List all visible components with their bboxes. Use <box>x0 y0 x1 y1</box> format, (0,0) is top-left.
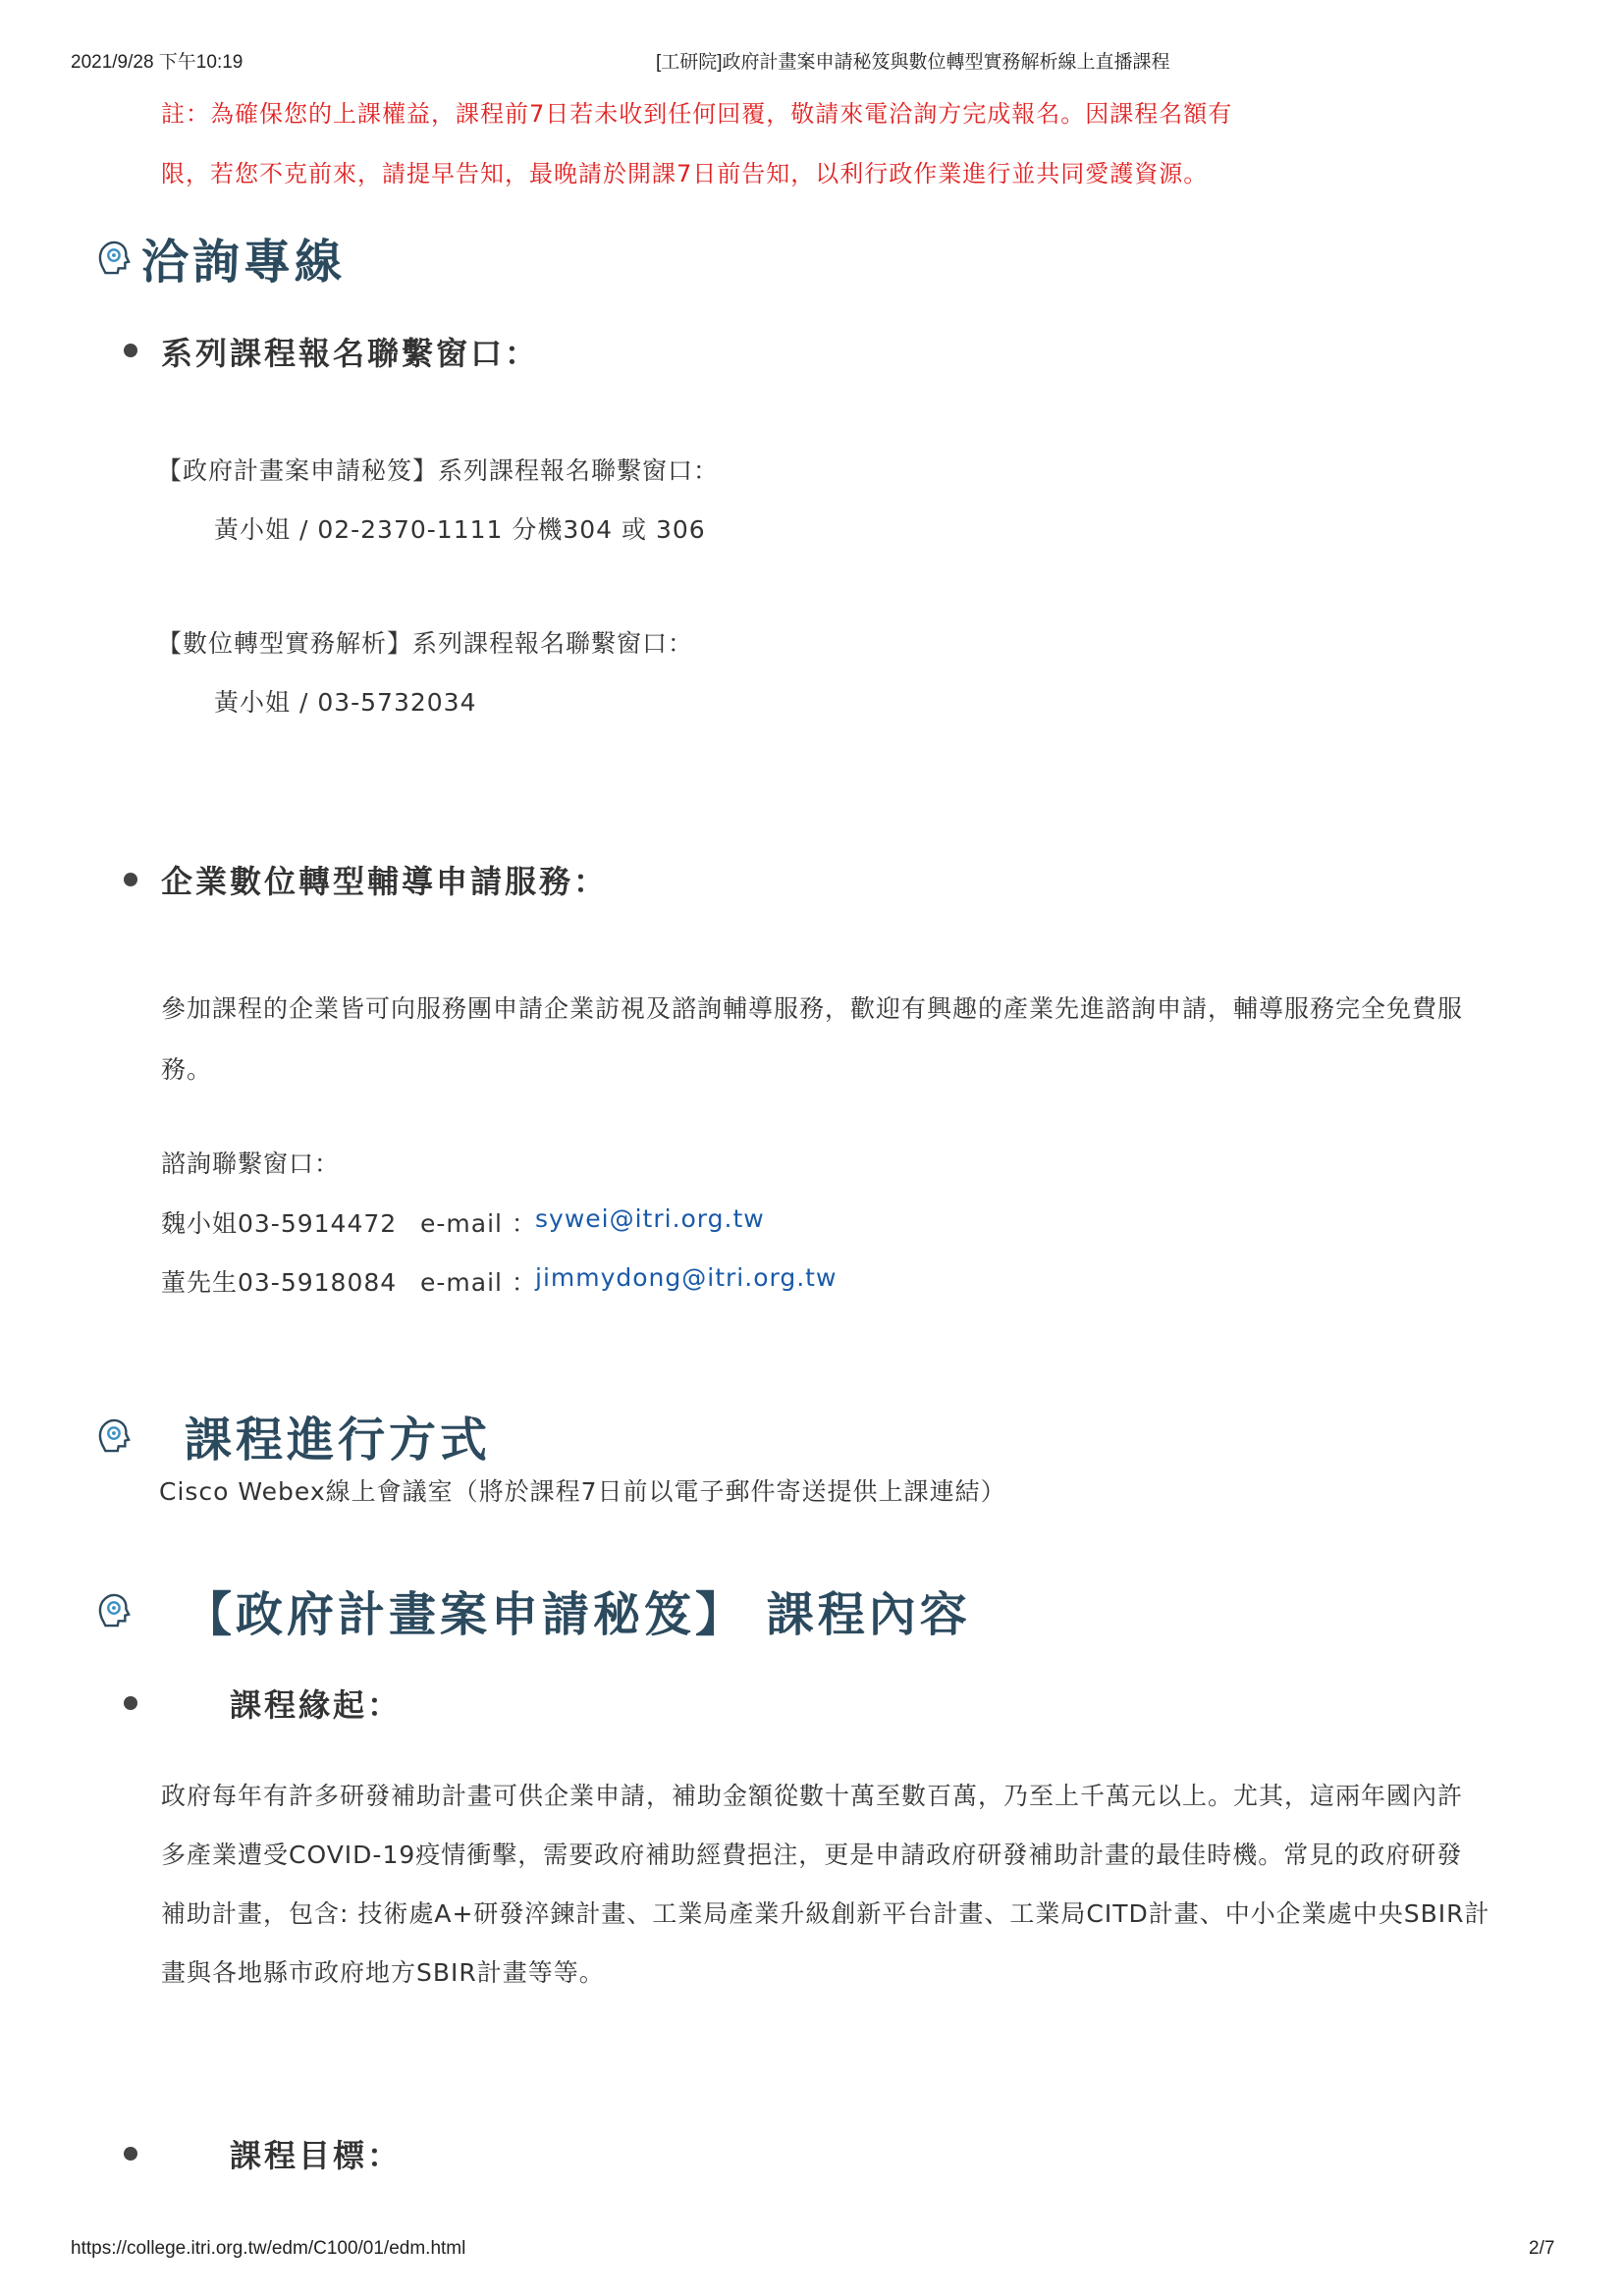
note-line-1: 註：為確保您的上課權益，課程前7日若未收到任何回覆，敬請來電洽詢方完成報名。因課程名額有 <box>161 100 1233 128</box>
consulting-window-label: 諮詢聯繫窗口： <box>161 1149 341 1178</box>
origin-line-4: 畫與各地縣市政府地方SBIR計畫等等。 <box>161 1958 605 1987</box>
contact-1-email-link[interactable]: sywei@itri.org.tw <box>535 1204 765 1233</box>
bullet <box>124 344 137 357</box>
method-desc: Cisco Webex線上會議室（將於課程7日前以電子郵件寄送提供上課連結） <box>159 1477 1006 1506</box>
goal-heading: 課程目標： <box>230 2137 403 2174</box>
consulting-desc-line-2: 務。 <box>161 1055 213 1084</box>
print-title: [工研院]政府計畫案申請秘笈與數位轉型實務解析線上直播課程 <box>656 52 1170 73</box>
section-title-contact: 洽詢專線 <box>141 235 347 290</box>
head-gear-icon <box>94 238 132 275</box>
contact-2-name: 董先生03-5918084 <box>161 1268 398 1297</box>
section-title-content: 【政府計畫案申請秘笈】 課程內容 <box>185 1587 971 1642</box>
print-url: https://college.itri.org.tw/edm/C100/01/edm.html <box>71 2238 466 2259</box>
origin-heading: 課程緣起： <box>230 1686 403 1724</box>
origin-line-3: 補助計畫，包含: 技術處A+研發淬鍊計畫、工業局產業升級創新平台計畫、工業局CITD計畫、中小企業處中央SBIR計 <box>161 1899 1490 1928</box>
section-title-method: 課程進行方式 <box>185 1413 492 1468</box>
contact-2-email-label: e-mail ： <box>420 1268 537 1297</box>
bullet <box>124 1696 137 1710</box>
gov-contact-label: 【政府計畫案申請秘笈】系列課程報名聯繫窗口： <box>157 456 720 485</box>
registration-heading: 系列課程報名聯繫窗口： <box>161 335 540 372</box>
print-page-number: 2/7 <box>1529 2238 1555 2259</box>
bullet <box>124 2147 137 2161</box>
contact-1-email-label: e-mail ： <box>420 1209 537 1238</box>
bullet <box>124 873 137 886</box>
note-line-2: 限，若您不克前來，請提早告知，最晚請於開課7日前告知，以利行政作業進行並共同愛護資源。 <box>161 160 1209 187</box>
consulting-desc-line-1: 參加課程的企業皆可向服務團申請企業訪視及諮詢輔導服務，歡迎有興趣的產業先進諮詢申請，輔導服務完全免費服 <box>161 994 1464 1023</box>
digital-contact-label: 【數位轉型實務解析】系列課程報名聯繫窗口： <box>157 629 694 658</box>
contact-1-name: 魏小姐03-5914472 <box>161 1209 398 1238</box>
gov-contact: 黃小姐 / 02-2370-1111 分機304 或 306 <box>214 515 706 544</box>
consulting-heading: 企業數位轉型輔導申請服務： <box>161 863 609 900</box>
origin-line-2: 多產業遭受COVID-19疫情衝擊，需要政府補助經費挹注，更是申請政府研發補助計畫的最佳時機。常見的政府研發 <box>161 1841 1463 1869</box>
origin-line-1: 政府每年有許多研發補助計畫可供企業申請，補助金額從數十萬至數百萬，乃至上千萬元以上。尤其，這兩年國內許 <box>161 1782 1464 1810</box>
head-gear-icon <box>94 1590 132 1628</box>
head-gear-icon <box>94 1415 132 1453</box>
digital-contact: 黃小姐 / 03-5732034 <box>214 688 477 717</box>
print-datetime: 2021/9/28 下午10:19 <box>71 52 243 73</box>
contact-2-email-link[interactable]: jimmydong@itri.org.tw <box>535 1263 838 1292</box>
